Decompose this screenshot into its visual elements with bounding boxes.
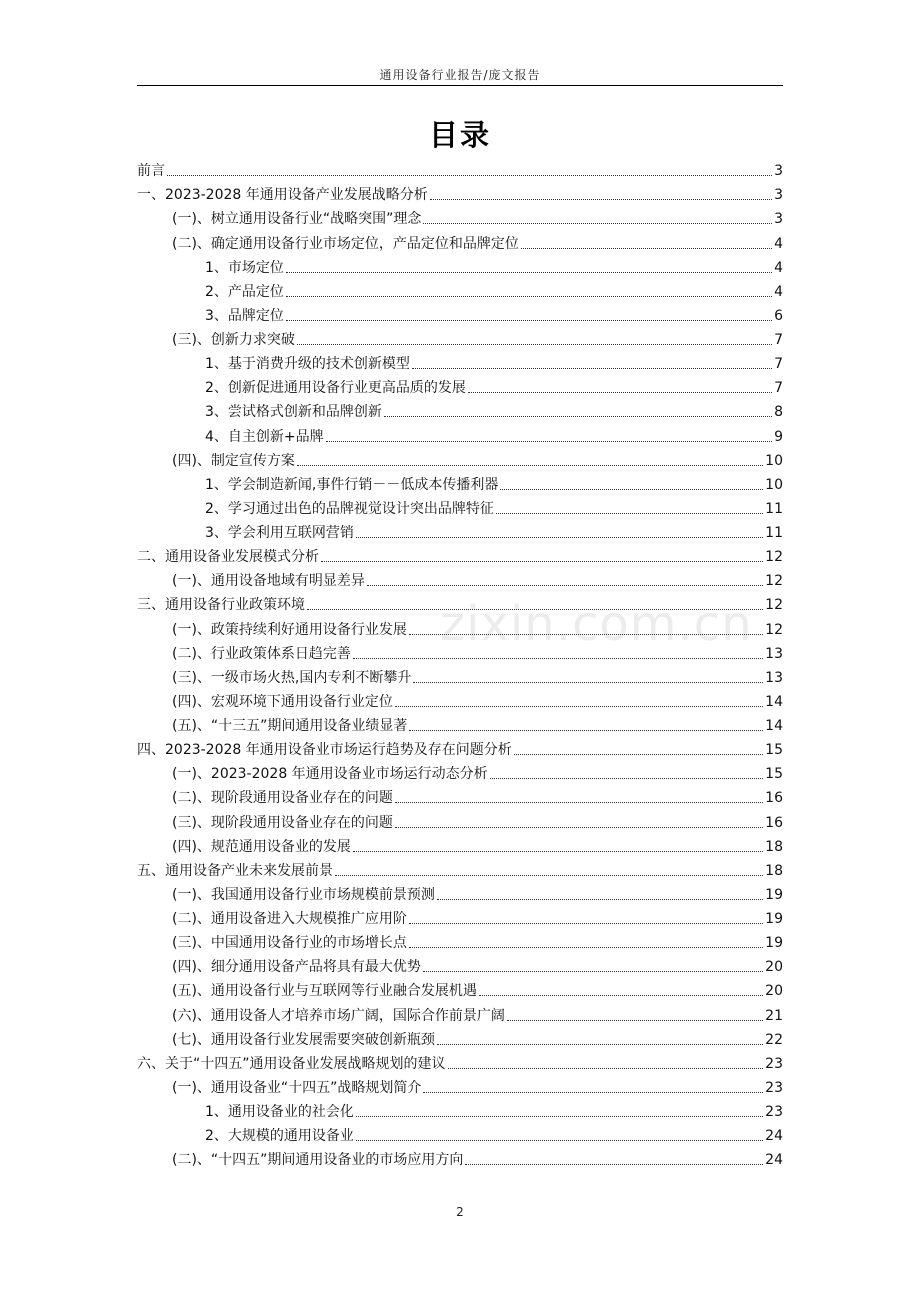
toc-dot-leader	[437, 1044, 763, 1045]
toc-title: 目录	[428, 118, 491, 152]
toc-dot-leader	[430, 199, 772, 200]
toc-entry[interactable]	[137, 1050, 783, 1074]
toc-entry[interactable]	[137, 350, 783, 374]
toc-entry[interactable]	[137, 181, 783, 205]
toc-dot-leader	[395, 706, 763, 707]
toc-entry-page: 20	[765, 959, 783, 976]
toc-entry-title: (二)、现阶段通用设备业存在的问题	[172, 790, 393, 807]
toc-dot-leader	[286, 296, 772, 297]
toc-entry-title: (三)、现阶段通用设备业存在的问题	[172, 814, 393, 831]
table-of-contents	[137, 157, 783, 1170]
toc-entry-title: 2、产品定位	[205, 283, 284, 300]
toc-dot-leader	[409, 923, 763, 924]
toc-entry[interactable]	[137, 1146, 783, 1170]
toc-entry[interactable]	[137, 905, 783, 929]
toc-entry-page: 18	[765, 862, 783, 879]
toc-entry[interactable]	[137, 205, 783, 229]
toc-entry[interactable]	[137, 398, 783, 422]
toc-entry-page: 3	[774, 163, 783, 180]
toc-entry-title: 2、大规模的通用设备业	[205, 1128, 354, 1145]
toc-entry-title: 2、创新促进通用设备行业更高品质的发展	[205, 380, 466, 397]
toc-dot-leader	[479, 995, 763, 996]
toc-entry-page: 7	[774, 380, 783, 397]
watermark: zixin.com.cn	[440, 596, 753, 652]
toc-entry-title: (四)、宏观环境下通用设备行业定位	[172, 693, 393, 710]
toc-dot-leader	[307, 609, 763, 610]
toc-entry-page: 12	[765, 573, 783, 590]
header-rule	[137, 85, 783, 86]
toc-entry-title: (四)、细分通用设备产品将具有最大优势	[172, 959, 421, 976]
toc-dot-leader	[423, 1092, 763, 1093]
toc-entry-page: 12	[765, 597, 783, 614]
toc-entry-page: 19	[765, 911, 783, 927]
toc-entry[interactable]	[137, 664, 783, 688]
toc-entry-title: (六)、通用设备人才培养市场广阔，国际合作前景广阔	[172, 1007, 505, 1024]
toc-dot-leader	[514, 754, 763, 755]
toc-dot-leader	[356, 1116, 763, 1117]
toc-entry-title: 4、自主创新+品牌	[205, 428, 324, 445]
toc-entry-page: 4	[774, 283, 783, 300]
toc-dot-leader	[409, 730, 763, 731]
toc-entry-page: 15	[765, 766, 783, 783]
toc-dot-leader	[297, 344, 772, 345]
toc-dot-leader	[465, 1164, 763, 1165]
toc-entry-title: 1、市场定位	[205, 259, 284, 276]
toc-entry[interactable]	[137, 1098, 783, 1122]
toc-entry[interactable]	[137, 1026, 783, 1050]
toc-entry[interactable]	[137, 640, 783, 664]
toc-entry-title: 3、学会利用互联网营销	[205, 525, 354, 541]
toc-entry-title: 1、学会制造新闻,事件行销－－低成本传播利器	[205, 476, 499, 493]
toc-entry-page: 23	[765, 1104, 783, 1120]
toc-entry-title: (二)、通用设备进入大规模推广应用阶	[172, 911, 407, 927]
toc-entry[interactable]	[137, 229, 783, 253]
page-number: 2	[456, 1205, 464, 1219]
toc-entry[interactable]	[137, 302, 783, 326]
toc-entry[interactable]	[137, 374, 783, 398]
toc-entry-page: 20	[765, 983, 783, 1000]
toc-entry-title: (三)、中国通用设备行业的市场增长点	[172, 935, 407, 952]
toc-entry[interactable]	[137, 881, 783, 905]
toc-entry-title: 前言	[137, 163, 165, 180]
toc-dot-leader	[490, 778, 763, 779]
toc-entry-page: 15	[765, 742, 783, 759]
toc-entry-title: 1、通用设备业的社会化	[205, 1104, 354, 1120]
toc-entry-page: 3	[774, 211, 783, 228]
toc-entry-page: 19	[765, 935, 783, 952]
toc-entry[interactable]	[137, 712, 783, 736]
toc-entry[interactable]	[137, 857, 783, 881]
toc-entry-title: (一)、树立通用设备行业“战略突围”理念	[172, 211, 422, 228]
toc-entry-page: 10	[765, 476, 783, 493]
toc-entry-title: (五)、“十三五”期间通用设备业绩显著	[172, 718, 408, 734]
toc-entry-page: 9	[774, 428, 783, 445]
toc-entry-page: 11	[765, 525, 783, 541]
toc-entry[interactable]	[137, 254, 783, 278]
toc-entry-title: (一)、政策持续利好通用设备行业发展	[172, 621, 407, 638]
toc-entry[interactable]	[137, 808, 783, 832]
toc-entry-title: (五)、通用设备行业与互联网等行业融合发展机遇	[172, 983, 477, 1000]
toc-entry-page: 16	[765, 814, 783, 831]
toc-entry-page: 14	[765, 718, 783, 734]
toc-entry-title: (一)、我国通用设备行业市场规模前景预测	[172, 886, 435, 903]
toc-entry-title: 二、通用设备业发展模式分析	[137, 549, 319, 566]
toc-dot-leader	[507, 1020, 763, 1021]
toc-entry[interactable]	[137, 1074, 783, 1098]
toc-entry-title: (一)、2023-2028 年通用设备业市场运行动态分析	[172, 766, 488, 783]
toc-entry[interactable]	[137, 977, 783, 1001]
toc-entry-page: 10	[765, 452, 783, 469]
toc-dot-leader	[395, 802, 763, 803]
toc-entry-page: 11	[765, 500, 783, 517]
toc-entry[interactable]	[137, 1122, 783, 1146]
toc-entry-page: 13	[765, 669, 783, 686]
toc-entry-title: 3、尝试格式创新和品牌创新	[205, 404, 382, 421]
toc-entry-page: 12	[765, 549, 783, 566]
toc-dot-leader	[384, 416, 772, 417]
toc-entry-page: 3	[774, 187, 783, 204]
toc-entry-title: 2、学习通过出色的品牌视觉设计突出品牌特征	[205, 500, 494, 517]
toc-entry-page: 8	[774, 404, 783, 421]
toc-dot-leader	[500, 489, 763, 490]
toc-dot-leader	[356, 537, 763, 538]
toc-entry[interactable]	[137, 784, 783, 808]
toc-dot-leader	[496, 513, 763, 514]
toc-entry-title: 三、通用设备行业政策环境	[137, 597, 305, 614]
toc-entry-page: 12	[765, 621, 783, 638]
toc-dot-leader	[448, 1068, 764, 1069]
toc-entry[interactable]	[137, 1001, 783, 1025]
toc-entry-page: 4	[774, 235, 783, 252]
toc-entry[interactable]	[137, 495, 783, 519]
toc-entry-page: 18	[765, 838, 783, 855]
toc-entry-title: 六、关于“十四五”通用设备业发展战略规划的建议	[137, 1055, 446, 1072]
toc-entry[interactable]	[137, 157, 783, 181]
toc-dot-leader	[356, 1140, 763, 1141]
toc-dot-leader	[286, 320, 772, 321]
toc-entry-title: (四)、规范通用设备业的发展	[172, 838, 351, 855]
toc-entry-title: 3、品牌定位	[205, 307, 284, 324]
toc-dot-leader	[409, 947, 763, 948]
toc-dot-leader	[409, 634, 763, 635]
toc-entry-title: (四)、制定宣传方案	[172, 452, 295, 469]
toc-entry-page: 24	[765, 1128, 783, 1145]
toc-entry[interactable]	[137, 736, 783, 760]
toc-entry-title: (三)、一级市场火热,国内专利不断攀升	[172, 669, 412, 686]
toc-entry[interactable]	[137, 591, 783, 615]
toc-dot-leader	[326, 441, 772, 442]
toc-entry-page: 7	[774, 332, 783, 348]
toc-entry-title: (七)、通用设备行业发展需要突破创新瓶颈	[172, 1031, 435, 1048]
toc-entry[interactable]	[137, 519, 783, 543]
toc-entry[interactable]	[137, 615, 783, 639]
toc-entry[interactable]	[137, 929, 783, 953]
toc-entry-page: 6	[774, 307, 783, 324]
toc-dot-leader	[395, 827, 763, 828]
toc-entry-page: 21	[765, 1007, 783, 1024]
toc-entry[interactable]	[137, 471, 783, 495]
toc-entry-page: 19	[765, 886, 783, 903]
toc-entry[interactable]	[137, 688, 783, 712]
toc-dot-leader	[423, 223, 772, 224]
toc-entry-page: 13	[765, 645, 783, 662]
toc-entry[interactable]	[137, 760, 783, 784]
toc-dot-leader	[412, 368, 772, 369]
toc-entry-title: (一)、通用设备地域有明显差异	[172, 573, 365, 590]
toc-dot-leader	[353, 658, 763, 659]
toc-entry-page: 4	[774, 259, 783, 276]
toc-dot-leader	[423, 971, 763, 972]
toc-dot-leader	[413, 682, 763, 683]
toc-entry-title: (二)、确定通用设备行业市场定位，产品定位和品牌定位	[172, 235, 519, 252]
toc-entry-title: 四、2023-2028 年通用设备业市场运行趋势及存在问题分析	[137, 742, 512, 759]
toc-entry[interactable]	[137, 447, 783, 471]
toc-entry-page: 23	[765, 1079, 783, 1096]
toc-dot-leader	[353, 851, 763, 852]
toc-dot-leader	[521, 248, 772, 249]
toc-entry[interactable]	[137, 953, 783, 977]
toc-dot-leader	[367, 585, 763, 586]
toc-dot-leader	[437, 899, 763, 900]
toc-entry-title: (二)、“十四五”期间通用设备业的市场应用方向	[172, 1152, 464, 1169]
toc-dot-leader	[468, 392, 772, 393]
toc-dot-leader	[335, 875, 763, 876]
toc-entry-page: 16	[765, 790, 783, 807]
page-header: 通用设备行业报告/庞文报告	[379, 68, 541, 82]
toc-entry[interactable]	[137, 543, 783, 567]
toc-entry[interactable]	[137, 833, 783, 857]
toc-entry-page: 22	[765, 1031, 783, 1048]
toc-dot-leader	[286, 272, 772, 273]
toc-entry-title: 1、基于消费升级的技术创新模型	[205, 356, 410, 373]
toc-entry-page: 7	[774, 356, 783, 373]
toc-entry[interactable]	[137, 567, 783, 591]
toc-entry-title: 一、2023-2028 年通用设备产业发展战略分析	[137, 187, 428, 204]
toc-dot-leader	[167, 175, 772, 176]
toc-entry-page: 23	[765, 1055, 783, 1072]
toc-entry-title: (三)、创新力求突破	[172, 332, 295, 348]
toc-entry[interactable]	[137, 326, 783, 350]
toc-entry[interactable]	[137, 422, 783, 446]
toc-dot-leader	[321, 561, 763, 562]
toc-dot-leader	[297, 465, 763, 466]
toc-entry-title: (二)、行业政策体系日趋完善	[172, 645, 351, 662]
toc-entry[interactable]	[137, 278, 783, 302]
toc-entry-title: (一)、通用设备业“十四五”战略规划简介	[172, 1079, 422, 1096]
toc-entry-page: 14	[765, 693, 783, 710]
toc-entry-title: 五、通用设备产业未来发展前景	[137, 862, 333, 879]
toc-entry-page: 24	[765, 1152, 783, 1169]
